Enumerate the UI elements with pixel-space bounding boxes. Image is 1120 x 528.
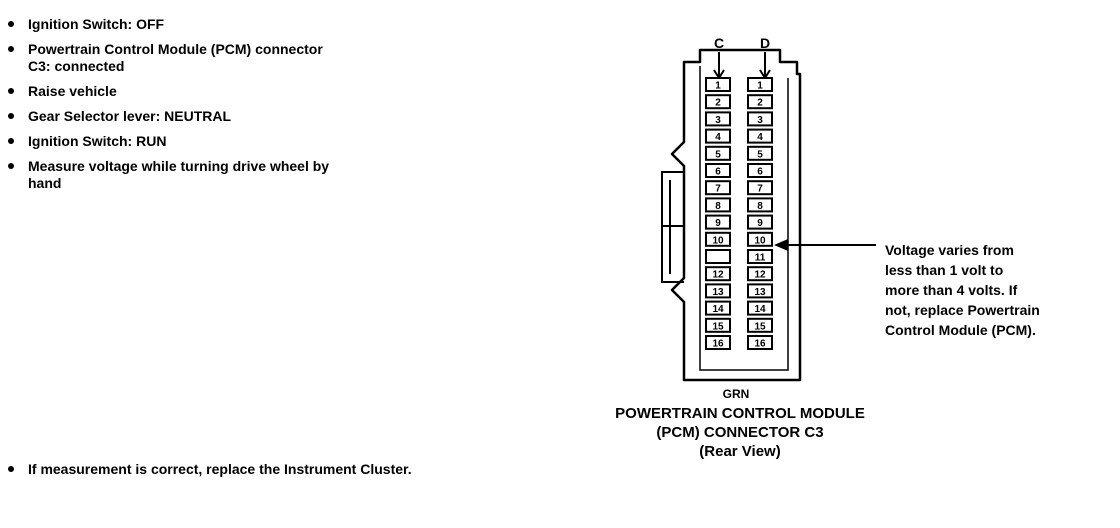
instruction-text: Gear Selector lever: NEUTRAL [28,108,232,124]
pin-number: 1 [757,80,763,92]
empty-pin-cavity [706,250,730,263]
pin-number: 1 [715,80,721,92]
pin-number: 7 [715,183,721,195]
instruction-text: Ignition Switch: RUN [28,133,167,149]
callout-line: not, replace Powertrain [885,302,1040,318]
pin-number: 9 [757,218,763,230]
pin-number: 6 [757,166,763,178]
pin-column-c [706,78,730,350]
pin-number: 8 [757,200,763,212]
instruction-text: Raise vehicle [28,83,117,99]
callout-line: more than 4 volts. If [885,282,1018,298]
instruction-text: Ignition Switch: OFF [28,16,165,32]
instruction-text: Measure voltage while turning drive wheel by hand [28,158,330,191]
callout-line: Voltage varies from [885,242,1014,258]
pin-number: 5 [715,149,721,161]
pin-number: 2 [757,97,763,109]
pin-number: 6 [715,166,721,178]
diagram-caption [560,404,920,461]
pin-number: 12 [754,269,766,281]
lock-tab [662,172,684,282]
pin-number: 15 [712,321,724,333]
pin-number: 5 [757,149,763,161]
pin-number: 15 [754,321,766,333]
column-d-label: D [759,35,771,51]
pin-number: 13 [754,286,766,298]
pin-number: 13 [712,286,724,298]
column-c-pointer [714,52,724,78]
final-instruction [6,461,568,478]
pin-column-d [748,78,772,350]
pin-number: 10 [754,235,766,247]
pin-number: 4 [715,132,721,144]
callout-line: less than 1 volt to [885,262,1004,278]
pin-number: 10 [712,235,724,247]
column-c-label: C [713,35,725,51]
pin-number: 2 [715,97,721,109]
instruction-text: Powertrain Control Module (PCM) connector C3: connected [28,41,323,74]
pin-number: 3 [757,114,763,126]
pin-number: 9 [715,218,721,230]
callout-note [885,240,1100,340]
pin-number: 7 [757,183,763,195]
pin-number: 4 [757,132,763,144]
bullet-icon [8,466,14,472]
caption-view: (Rear View) [699,443,781,460]
callout-line: Control Module (PCM). [885,322,1036,338]
callout-arrowhead [774,239,788,251]
pin-number: 16 [754,338,766,350]
caption-subtitle: (PCM) CONNECTOR C3 [656,424,824,441]
pin-number: 11 [754,252,766,264]
caption-title: POWERTRAIN CONTROL MODULE [615,405,865,422]
pin-number: 8 [715,200,721,212]
final-instruction-text: If measurement is correct, replace the Instrument Cluster. [28,461,412,477]
pin-number: 14 [754,304,766,316]
pin-number: 16 [712,338,724,350]
pin-number: 14 [712,304,724,316]
pin-number: 12 [712,269,724,281]
column-d-pointer [760,52,770,78]
pin-number: 3 [715,114,721,126]
wire-color-label: GRN [722,387,750,401]
connector-housing [672,50,800,380]
